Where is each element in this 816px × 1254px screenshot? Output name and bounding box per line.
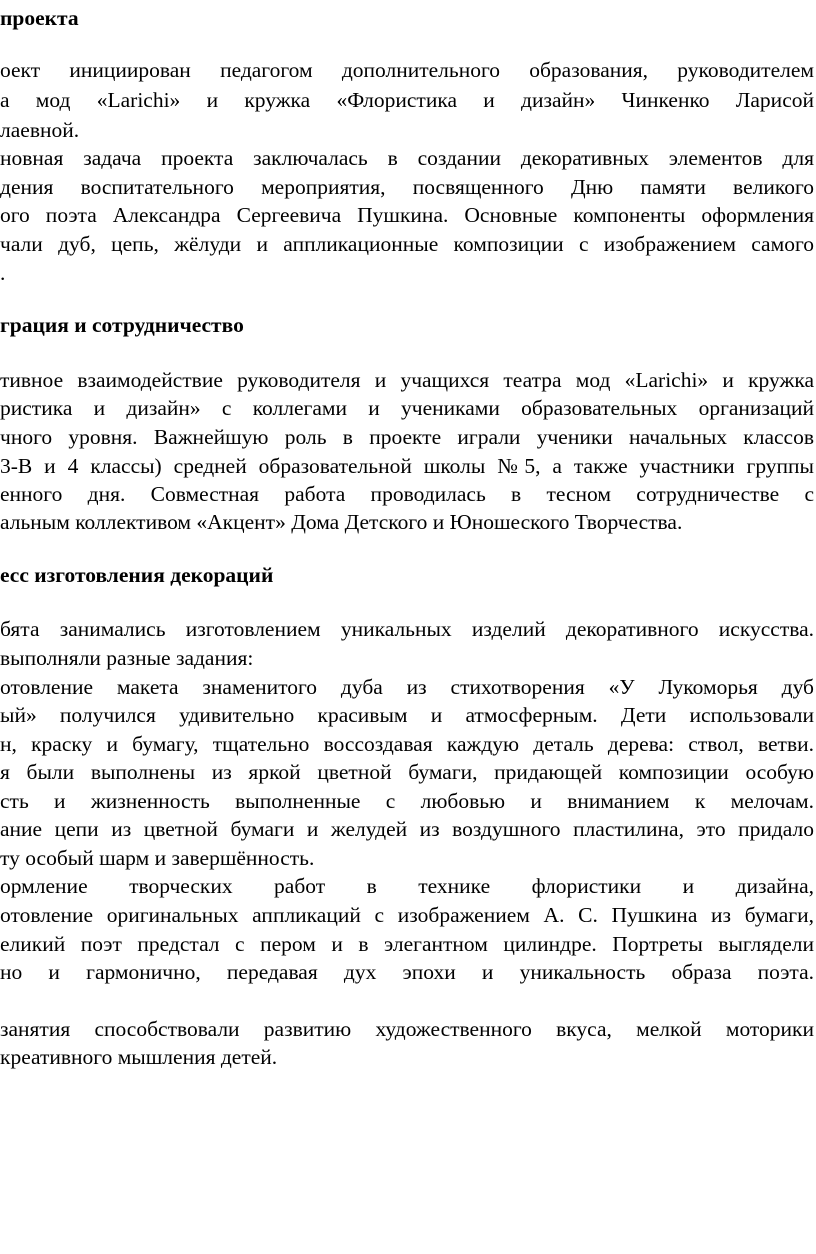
text-line: альным коллективом «Акцент» Дома Детского и Юношеского Творчества.: [0, 510, 683, 534]
text-line: бята занимались изготовлением уникальных изделий декоративного искусства.: [0, 617, 814, 641]
text-line: ого поэта Александра Сергеевича Пушкина. Основные компоненты оформления: [0, 203, 814, 227]
section-heading: грация и сотрудничество: [0, 313, 244, 337]
text-line: еликий поэт предстал с пером и в элегантном цилиндре. Портреты выглядели: [0, 932, 814, 956]
text-line: н, краску и бумагу, тщательно воссоздавая каждую деталь дерева: ствол, ветви.: [0, 732, 814, 756]
text-line: занятия способствовали развитию художественного вкуса, мелкой моторики: [0, 1017, 814, 1041]
text-line: ый» получился удивительно красивым и атмосферным. Дети использовали: [0, 703, 814, 727]
text-line: ание цепи из цветной бумаги и желудей из воздушного пластилина, это придало: [0, 817, 814, 841]
text-line: отовление оригинальных аппликаций с изображением А. С. Пушкина из бумаги,: [0, 903, 814, 927]
text-line: сть и жизненность выполненные с любовью и вниманием к мелочам.: [0, 789, 814, 813]
section-heading: есс изготовления декораций: [0, 563, 274, 587]
text-line: ристика и дизайн» с коллегами и учениками образовательных организаций: [0, 396, 814, 420]
text-line: тивное взаимодействие руководителя и учащихся театра мод «Larichi» и кружка: [0, 368, 814, 392]
text-line: дения воспитательного мероприятия, посвященного Дню памяти великого: [0, 175, 814, 199]
text-line: отовление макета знаменитого дуба из стихотворения «У Лукоморья дуб: [0, 675, 814, 699]
text-line: чного уровня. Важнейшую роль в проекте играли ученики начальных классов: [0, 425, 814, 449]
text-line: чали дуб, цепь, жёлуди и аппликационные композиции с изображением самого: [0, 232, 814, 256]
text-line: оект инициирован педагогом дополнительного образования, руководителем: [0, 58, 814, 82]
text-line: но и гармонично, передавая дух эпохи и уникальность образа поэта.: [0, 960, 814, 984]
text-line: новная задача проекта заключалась в создании декоративных элементов для: [0, 146, 814, 170]
text-line: ормление творческих работ в технике флористики и дизайна,: [0, 874, 814, 898]
text-line: выполняли разные задания:: [0, 646, 254, 670]
text-line: .: [0, 261, 6, 285]
text-line: я были выполнены из яркой цветной бумаги, придающей композиции особую: [0, 760, 814, 784]
text-line: креативного мышления детей.: [0, 1045, 278, 1069]
text-line: енного дня. Совместная работа проводилась в тесном сотрудничестве с: [0, 482, 814, 506]
text-line: а мод «Larichi» и кружка «Флористика и дизайн» Чинкенко Ларисой: [0, 88, 814, 112]
text-line: лаевной.: [0, 118, 80, 142]
section-heading: проекта: [0, 6, 79, 30]
text-line: 3-В и 4 классы) средней образовательной школы №5, а также участники группы: [0, 454, 814, 478]
text-line: ту особый шарм и завершённость.: [0, 846, 315, 870]
